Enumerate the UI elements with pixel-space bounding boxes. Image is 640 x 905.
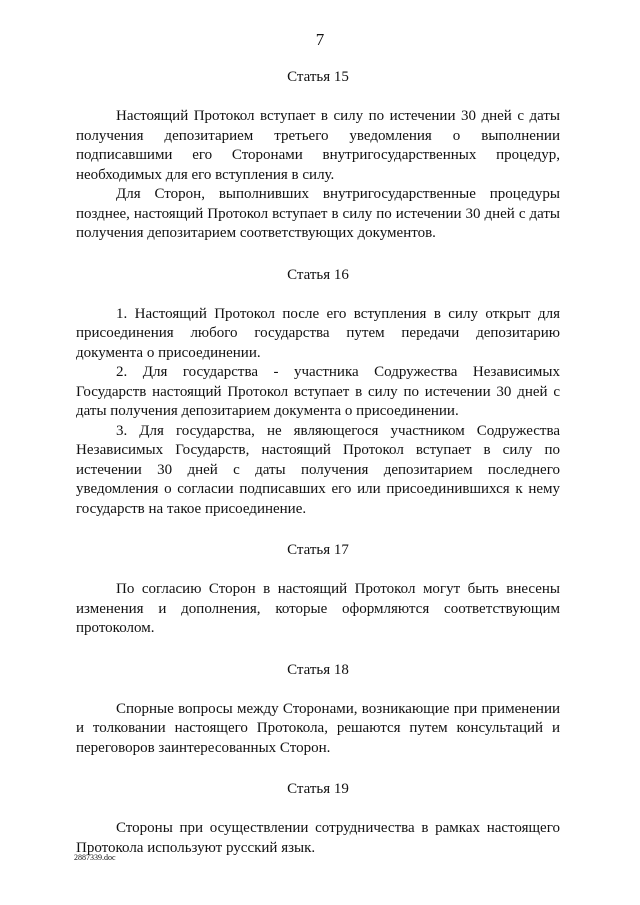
article-heading: Статья 15 bbox=[287, 69, 349, 85]
article-paragraph: 3. Для государства, не являющегося участником Содружества Независимых Государств, настоящий Протокол вступает в силу по истечении 30 дней с даты получения депозитарием последнего уведомления о согласии подписавших его или присоединившихся к нему государств на такое присоединение. bbox=[76, 422, 560, 517]
article-19 bbox=[76, 779, 560, 858]
article-16 bbox=[76, 265, 560, 520]
article-paragraph: Спорные вопросы между Сторонами, возникающие при применении и толковании настоящего Протокола, решаются путем консультаций и переговоров заинтересованных Сторон. bbox=[76, 700, 560, 756]
article-heading: Статья 16 bbox=[287, 266, 349, 283]
article-paragraph: 1. Настоящий Протокол после его вступления в силу открыт для присоединения любого государства путем передачи депозитарию документа о присоединении. bbox=[76, 305, 560, 361]
article-paragraph: По согласию Сторон в настоящий Протокол могут быть внесены изменения и дополнения, которые оформляются соответствующим протоколом. bbox=[76, 581, 560, 636]
article-paragraph: 2. Для государства - участника Содружества Независимых Государств настоящий Протокол вступает в силу по истечении 30 дней с даты получения депозитарием документа о присоединении. bbox=[76, 364, 560, 419]
article-paragraph: Стороны при осуществлении сотрудничества в рамках настоящего Протокола используют русский язык. bbox=[76, 820, 560, 856]
article-paragraph: Для Сторон, выполнивших внутригосударственные процедуры позднее, настоящий Протокол вступает в силу по истечении 30 дней с даты получения депозитарием соответствующих документов. bbox=[76, 186, 560, 241]
article-heading: Статья 17 bbox=[287, 542, 349, 558]
article-18 bbox=[76, 660, 560, 759]
article-paragraph: Настоящий Протокол вступает в силу по истечении 30 дней с даты получения депозитарием третьего уведомления о выполнении подписавшими его Сторонами внутригосударственных процедур, необходимых для его вступления в силу. bbox=[76, 108, 560, 183]
page-number: 7 bbox=[315, 30, 325, 49]
footer-file-name: 2887339.doc bbox=[74, 853, 116, 862]
article-heading: Статья 18 bbox=[287, 661, 349, 678]
article-15 bbox=[76, 67, 560, 244]
document-body bbox=[76, 67, 560, 858]
article-17 bbox=[76, 540, 560, 639]
article-heading: Статья 19 bbox=[287, 781, 349, 797]
